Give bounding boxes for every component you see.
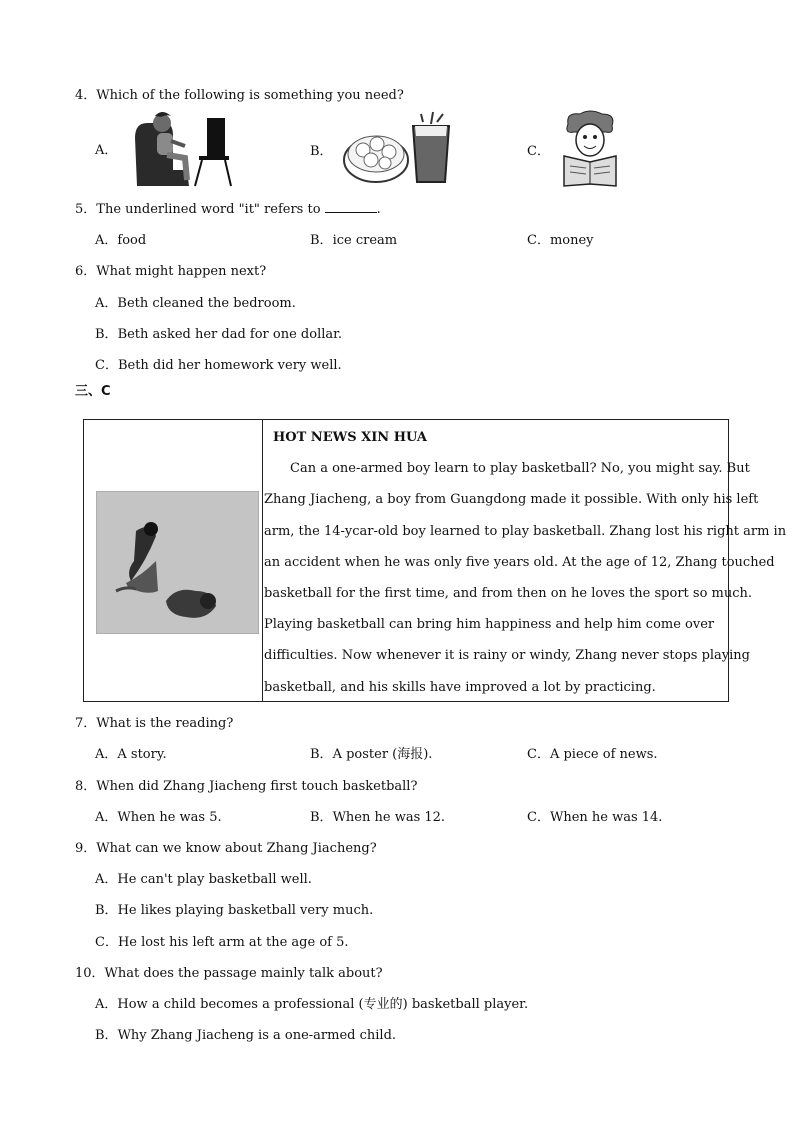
q4-option-b[interactable] xyxy=(310,110,453,188)
basketball-player-photo xyxy=(96,491,259,634)
q9-option-b[interactable] xyxy=(95,899,373,918)
news-table xyxy=(83,419,787,702)
q6-option-b[interactable] xyxy=(95,323,342,342)
option-label: B． xyxy=(310,233,333,248)
q8-option-c[interactable] xyxy=(527,806,662,825)
option-label: B． xyxy=(95,1028,118,1043)
option-label: B． xyxy=(95,327,118,342)
option-text: ice cream xyxy=(332,233,398,248)
option-text: He lost his left arm at the age of 5. xyxy=(117,935,349,950)
option-text: Beth did her homework very well. xyxy=(117,358,342,373)
option-text: A poster (海报). xyxy=(332,747,433,762)
option-text: Beth asked her dad for one dollar. xyxy=(117,327,343,342)
news-line: Can a one-armed boy learn to play basketball? No, you might say. But xyxy=(290,461,750,476)
q4-option-c[interactable] xyxy=(527,110,620,188)
option-text: When he was 14. xyxy=(549,810,663,825)
option-text: A story. xyxy=(117,747,167,762)
q5-option-c[interactable] xyxy=(527,229,594,248)
question-6-stem: 6．What might happen next? xyxy=(75,264,267,279)
option-text: How a child becomes a professional (专业的) basketball player. xyxy=(117,997,529,1012)
question-5-stem-end: . xyxy=(376,202,381,217)
question-5-stem xyxy=(75,198,381,217)
option-label: A． xyxy=(95,296,118,311)
question-9-stem: 9．What can we know about Zhang Jiacheng? xyxy=(75,841,377,856)
q10-option-a[interactable] xyxy=(95,993,528,1012)
question-7-stem: 7．What is the reading? xyxy=(75,716,234,731)
option-label: C． xyxy=(527,747,550,762)
q10-option-b[interactable] xyxy=(95,1024,396,1043)
option-label: A． xyxy=(95,810,118,825)
news-line: an accident when he was only five years old. At the age of 12, Zhang touched xyxy=(264,555,775,570)
q9-option-a[interactable] xyxy=(95,868,312,887)
option-label: A． xyxy=(95,872,118,887)
option-text: He likes playing basketball very much. xyxy=(117,903,374,918)
option-text: When he was 5. xyxy=(117,810,222,825)
q6-option-c[interactable] xyxy=(95,354,342,373)
option-text: Why Zhang Jiacheng is a one-armed child. xyxy=(117,1028,397,1043)
option-label: A． xyxy=(95,233,118,248)
news-line: arm, the 14-ycar-old boy learned to play basketball. Zhang lost his right arm in xyxy=(264,524,787,539)
q5-option-b[interactable] xyxy=(310,229,397,248)
q7-option-c[interactable] xyxy=(527,743,658,762)
q8-option-b[interactable] xyxy=(310,806,445,825)
question-8-stem: 8．When did Zhang Jiacheng first touch basketball? xyxy=(75,779,418,794)
section-heading-c: 三、C xyxy=(75,384,111,399)
question-5-stem-text: 5．The underlined word "it" refers to xyxy=(75,202,325,217)
table-divider xyxy=(262,420,263,701)
person-watching-tv-icon xyxy=(127,108,237,188)
option-label: A． xyxy=(95,747,118,762)
q6-option-a[interactable] xyxy=(95,292,296,311)
option-label: C． xyxy=(95,935,118,950)
question-10-stem: 10．What does the passage mainly talk about? xyxy=(75,966,383,981)
option-label: A． xyxy=(95,997,118,1012)
q7-option-b[interactable] xyxy=(310,743,432,762)
option-label: B． xyxy=(95,903,118,918)
option-text: food xyxy=(117,233,147,248)
q5-option-a[interactable] xyxy=(95,229,146,248)
person-reading-book-icon xyxy=(560,110,620,188)
news-line: difficulties. Now whenever it is rainy or windy, Zhang never stops playing xyxy=(264,648,750,663)
q9-option-c[interactable] xyxy=(95,931,349,950)
news-line: Zhang Jiacheng, a boy from Guangdong made it possible. With only his left xyxy=(264,492,759,507)
buns-and-drink-icon xyxy=(343,110,453,188)
option-text: When he was 12. xyxy=(332,810,446,825)
option-label: A． xyxy=(95,142,118,158)
option-label: C． xyxy=(527,143,550,159)
option-text: He can't play basketball well. xyxy=(117,872,312,887)
news-title: HOT NEWS XIN HUA xyxy=(273,430,427,445)
option-label: B． xyxy=(310,810,333,825)
option-text: Beth cleaned the bedroom. xyxy=(117,296,296,311)
news-line: Playing basketball can bring him happiness and help him come over xyxy=(264,617,715,632)
option-label: C． xyxy=(527,810,550,825)
option-text: A piece of news. xyxy=(549,747,658,762)
question-4-stem: 4．Which of the following is something you need? xyxy=(75,88,404,103)
news-line: basketball for the first time, and from then on he loves the sport so much. xyxy=(264,586,753,601)
option-text: money xyxy=(549,233,594,248)
news-line: basketball, and his skills have improved a lot by practicing. xyxy=(264,680,656,695)
q7-option-a[interactable] xyxy=(95,743,167,762)
option-label: C． xyxy=(527,233,550,248)
q8-option-a[interactable] xyxy=(95,806,222,825)
option-label: C． xyxy=(95,358,118,373)
q4-option-a[interactable] xyxy=(95,108,237,188)
option-label: B． xyxy=(310,747,333,762)
option-label: B． xyxy=(310,143,333,159)
answer-blank xyxy=(325,202,377,213)
